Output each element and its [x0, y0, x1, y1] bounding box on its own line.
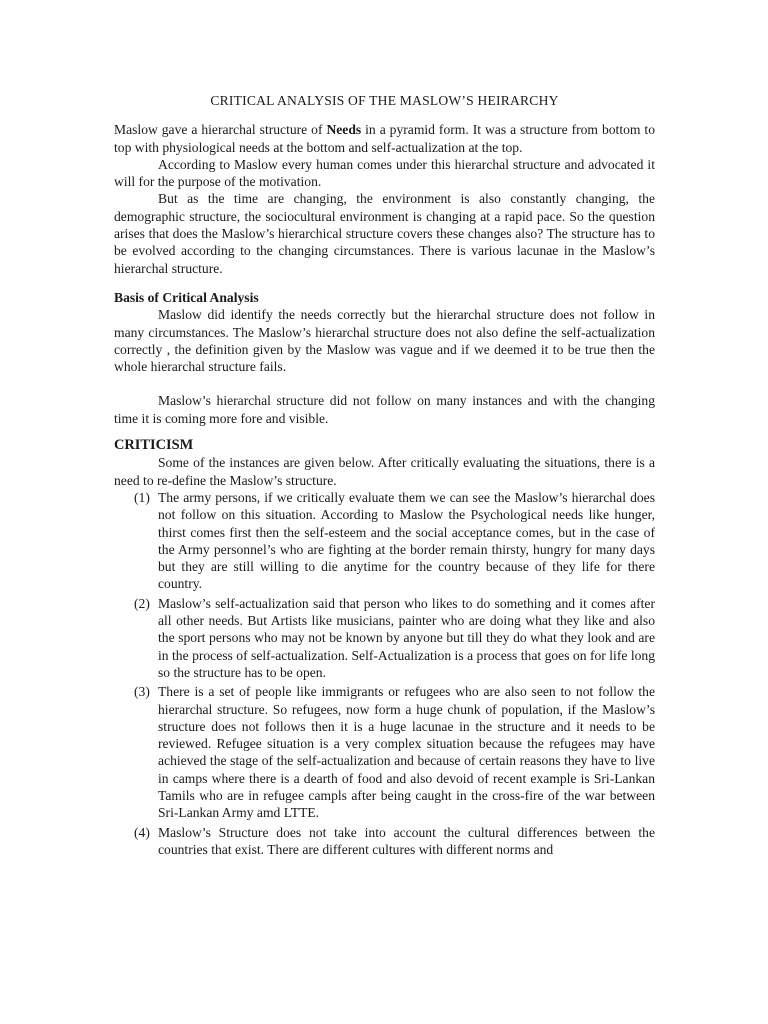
intro-text-end: in a pyramid form. It was a structure from bottom to top with physiological needs at the bottom and self-actualization at the top. [114, 122, 655, 155]
document-page [114, 92, 655, 860]
intro-text-start: Maslow gave a hierarchal structure of [114, 122, 327, 138]
list-item [114, 683, 655, 821]
list-item [114, 489, 655, 593]
intro-paragraph-2: According to Maslow every human comes under this hierarchal structure and advocated it will for the purpose of the motivation. [114, 156, 655, 190]
intro-paragraph-1 [114, 121, 655, 156]
criticism-list [114, 489, 655, 858]
basis-paragraph-2: Maslow’s hierarchal structure did not follow on many instances and with the changing time it is coming more fore and visible. [114, 393, 655, 426]
list-item-number: (2) [134, 595, 150, 611]
list-item-text: There is a set of people like immigrants or refugees who are also seen to not follow the hierarchal structure. So refugees, now form a huge chunk of population, if the Maslow’s structure does not follows then it is a huge lacunae in the structure and it needs to be reviewed. Refugee situation is a very complex situation because the refugees may have achieved the stage of the self-actualization and because of certain reasons they have to live in camps where there is a dearth of food and also devoid of recent example is Sri-Lankan Tamils who are in refugee campls after being caught in the cross-fire of the war between Sri-Lankan Army amd LTTE. [158, 684, 655, 821]
basis-heading: Basis of Critical Analysis [114, 289, 259, 305]
criticism-heading: CRITICISM [114, 437, 194, 454]
list-item-text: Maslow’s self-actualization said that person who likes to do something and it comes after all other needs. But Artists like musicians, painter who are doing what they like and also the sport persons who may not be known by anyone but till they do what they look and are in the process of self-actualization. Self-Actualization is a process that goes on for life long so the structure has to be open. [158, 595, 655, 680]
list-item [114, 595, 655, 681]
document-title: CRITICAL ANALYSIS OF THE MASLOW’S HEIRARCHY [210, 93, 559, 108]
paragraph-spacer [114, 375, 655, 392]
list-item [114, 824, 655, 859]
intro-paragraph-3: But as the time are changing, the environment is also constantly changing, the demographic structure, the sociocultural environment is changing at a rapid pace. So the question arises that does the Maslow’s hierarchical structure covers these changes also? The structure has to be evolved according to the changing circumstances. There is various lacunae in the Maslow’s hierarchal structure. [114, 191, 655, 276]
list-item-number: (4) [134, 824, 150, 840]
list-item-number: (1) [134, 489, 150, 505]
list-item-text: The army persons, if we critically evaluate them we can see the Maslow’s hierarchal does not follow on this situation. According to Maslow the Psychological needs like hunger, thirst comes first then the self-esteem and the social acceptance comes, but in the case of the Army personnel’s who are fighting at the border remain thirsty, hungry for many days but they are still willing to die anytime for the country because of they life for there country. [158, 489, 655, 592]
list-item-text: Maslow’s Structure does not take into account the cultural differences between the countries that exist. There are different cultures with different norms and [158, 824, 655, 857]
needs-bold-term: Needs [326, 122, 362, 138]
criticism-intro: Some of the instances are given below. After critically evaluating the situations, there is a need to re-define the Maslow’s structure. [114, 455, 655, 488]
list-item-number: (3) [134, 684, 150, 700]
basis-paragraph-1: Maslow did identify the needs correctly but the hierarchal structure does not follow in many circumstances. The Maslow’s hierarchal structure does not also define the self-actualization correctly , the definition given by the Maslow was vague and if we deemed it to be true then the whole hierarchal structure fails. [114, 307, 655, 375]
